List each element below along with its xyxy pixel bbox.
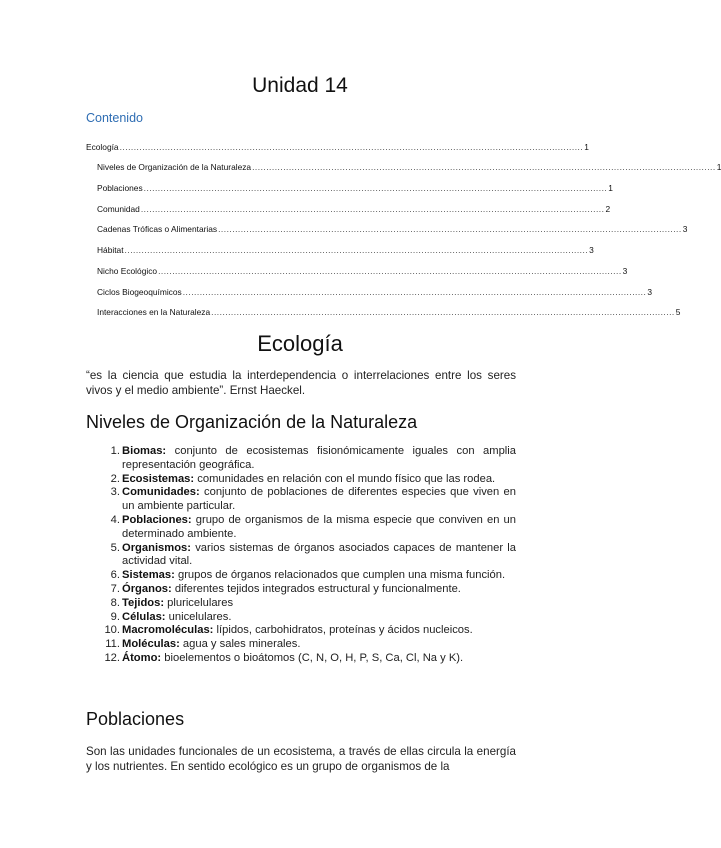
list-item xyxy=(86,624,516,638)
list-text: pluricelulares xyxy=(164,596,234,609)
toc-entry-label: Hábitat xyxy=(97,245,124,256)
list-item xyxy=(86,597,516,611)
list-number: 1. xyxy=(110,445,120,457)
list-number: 9. xyxy=(110,610,120,623)
list-text: agua y sales minerales. xyxy=(179,638,301,651)
list-text: unicelulares. xyxy=(165,610,232,623)
list-text: comunidades en relación con el mundo físico que las rodea. xyxy=(194,472,496,485)
list-item xyxy=(86,611,516,625)
list-term: Órganos: xyxy=(122,582,172,595)
toc-leader-dots: .................................................................................................................................................................... xyxy=(140,203,605,214)
toc-entry-nicho[interactable] xyxy=(86,255,628,276)
toc-entry-page: 2 xyxy=(605,203,611,214)
list-item xyxy=(86,569,516,583)
toc-entry-label: Ciclos Biogeoquímicos xyxy=(97,286,182,297)
list-number: 6. xyxy=(110,569,120,582)
toc-entry-habitat[interactable] xyxy=(86,234,594,256)
list-number: 11. xyxy=(105,638,120,651)
toc-entry-cadenas[interactable] xyxy=(86,214,688,235)
toc-entry-label: Interacciones en la Naturaleza xyxy=(97,307,211,318)
list-term: Tejidos: xyxy=(122,596,165,609)
list-item xyxy=(86,445,516,473)
toc-entry-label: Comunidad xyxy=(97,203,140,214)
toc-entry-page: 3 xyxy=(622,265,628,276)
list-text: varios sistemas de órganos asociados capaces de mantener la actividad vital. xyxy=(122,541,516,568)
heading-poblaciones: Poblaciones xyxy=(86,709,185,729)
unit-title: Unidad 14 xyxy=(252,74,348,97)
list-text: bioelementos o bioátomos (C, N, O, H, P, S, Ca, Cl, Na y K). xyxy=(161,651,464,664)
list-text: conjunto de poblaciones de diferentes especies que viven en un ambiente particular. xyxy=(122,486,516,513)
toc-leader-dots: .................................................................................................................................................................... xyxy=(143,183,608,194)
poblaciones-text: Son las unidades funcionales de un ecosistema, a través de ellas circula la energía y los nutrientes. En sentido ecológico es un grupo de organismos de la xyxy=(86,745,516,773)
list-term: Células: xyxy=(122,610,166,623)
ecologia-definition: “es la ciencia que estudia la interdependencia o interrelaciones entre los seres vivos y el medio ambiente”. Ernst Haeckel. xyxy=(86,369,516,397)
list-term: Comunidades: xyxy=(122,486,200,499)
toc-leader-dots: .................................................................................................................................................................... xyxy=(252,162,716,173)
toc-entry-label: Poblaciones xyxy=(97,183,143,194)
list-number: 12. xyxy=(104,651,120,664)
list-term: Átomo: xyxy=(122,651,162,664)
list-text: diferentes tejidos integrados estructural y funcionalmente. xyxy=(171,582,461,595)
toc-leader-dots: .................................................................................................................................................................... xyxy=(218,224,682,235)
list-text: conjunto de ecosistemas fisionómicamente iguales con amplia representación geográfica. xyxy=(122,445,516,471)
list-item xyxy=(86,652,516,666)
list-item xyxy=(86,514,516,542)
list-number: 7. xyxy=(110,582,120,595)
toc-heading: Contenido xyxy=(86,111,143,125)
list-term: Ecosistemas: xyxy=(122,472,195,485)
toc-entry-page: 1 xyxy=(608,183,613,194)
list-number: 2. xyxy=(110,472,120,485)
levels-list xyxy=(86,445,516,666)
heading-niveles: Niveles de Organización de la Naturaleza xyxy=(86,412,418,432)
list-term: Organismos: xyxy=(122,541,192,554)
toc-entry-ecologia[interactable] xyxy=(86,131,589,152)
list-text: grupos de órganos relacionados que cumplen una misma función. xyxy=(174,569,506,582)
list-item xyxy=(86,486,516,514)
toc-entry-niveles[interactable] xyxy=(86,152,721,173)
table-of-contents xyxy=(86,131,721,318)
toc-entry-page: 1 xyxy=(584,141,589,152)
list-term: Biomas: xyxy=(122,445,167,457)
list-text: lípidos, carbohidratos, proteínas y ácidos nucleicos. xyxy=(213,624,473,637)
toc-entry-label: Nicho Ecológico xyxy=(97,265,158,276)
toc-leader-dots: .................................................................................................................................................................... xyxy=(124,245,589,256)
list-item xyxy=(86,583,516,597)
toc-entry-page: 3 xyxy=(682,224,688,235)
list-item xyxy=(86,473,516,487)
list-number: 5. xyxy=(110,541,120,554)
toc-leader-dots: .................................................................................................................................................................... xyxy=(158,265,622,276)
toc-entry-label: Niveles de Organización de la Naturaleza xyxy=(97,162,252,173)
toc-entry-interacciones[interactable] xyxy=(86,297,681,318)
list-item xyxy=(86,638,516,652)
heading-ecologia: Ecología xyxy=(257,331,343,356)
toc-entry-poblaciones[interactable] xyxy=(86,172,613,194)
toc-entry-page: 1 xyxy=(716,162,721,173)
list-item xyxy=(86,542,516,570)
list-term: Moléculas: xyxy=(122,638,180,651)
toc-leader-dots: .................................................................................................................................................................... xyxy=(211,307,675,318)
list-number: 3. xyxy=(110,486,120,499)
toc-leader-dots: .................................................................................................................................................................... xyxy=(182,286,647,297)
toc-entry-page: 5 xyxy=(675,307,681,318)
toc-entry-label: Ecología xyxy=(86,141,119,152)
toc-entry-ciclos[interactable] xyxy=(86,276,653,297)
toc-leader-dots: .................................................................................................................................................................... xyxy=(119,141,584,152)
toc-entry-page: 3 xyxy=(647,286,653,297)
list-number: 8. xyxy=(110,596,120,609)
list-term: Poblaciones: xyxy=(122,513,192,526)
toc-entry-comunidad[interactable] xyxy=(86,193,611,214)
list-number: 4. xyxy=(110,513,120,526)
toc-entry-page: 3 xyxy=(589,245,594,256)
list-term: Sistemas: xyxy=(122,569,175,582)
list-term: Macromoléculas: xyxy=(122,624,214,637)
list-text: grupo de organismos de la misma especie que conviven en un determinado ambiente. xyxy=(122,513,516,540)
toc-entry-label: Cadenas Tróficas o Alimentarias xyxy=(97,224,218,235)
list-number: 10. xyxy=(104,624,120,637)
